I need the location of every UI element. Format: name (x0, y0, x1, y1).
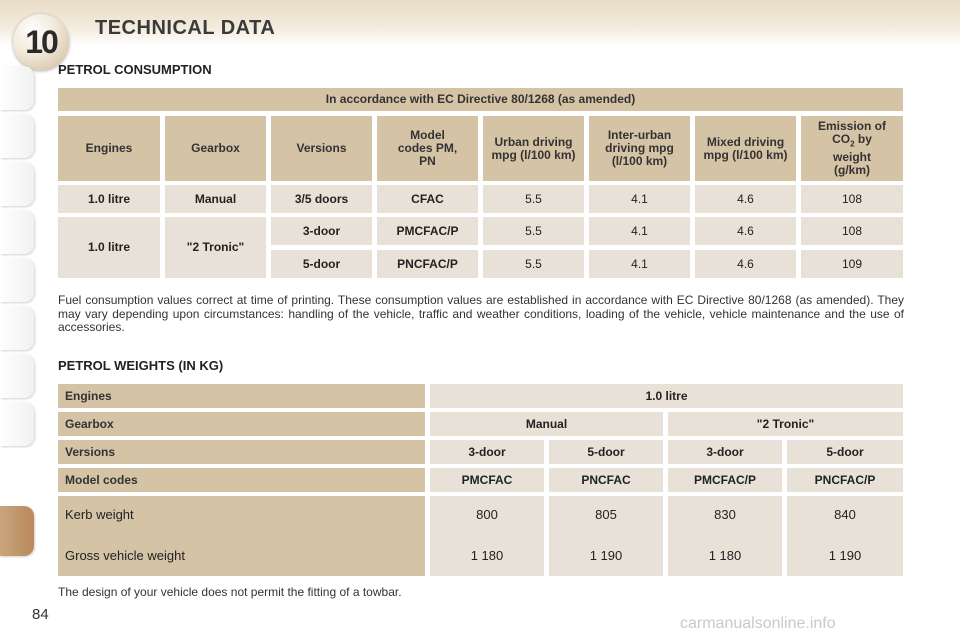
row-label-engines: Engines (58, 384, 425, 408)
chapter-tab-active[interactable] (0, 506, 34, 556)
cell-urban: 5.5 (483, 250, 584, 278)
cell-gearbox-manual: Manual (430, 412, 663, 436)
cell-urban: 5.5 (483, 185, 584, 213)
chapter-tab[interactable] (0, 306, 34, 350)
cell-gross-weight: 1 190 (828, 547, 862, 563)
cell-model-code: PNCFAC (549, 468, 663, 492)
consumption-title: PETROL CONSUMPTION (58, 62, 212, 77)
cell-co2: 108 (801, 185, 903, 213)
cell-mixed: 4.6 (695, 250, 796, 278)
cell-model-code: PNCFAC/P (377, 250, 478, 278)
col-header-inter-urban: Inter-urban driving mpg (l/100 km) (589, 116, 690, 181)
cell-gross-weight: 1 180 (708, 547, 742, 563)
cell-gearbox: Manual (165, 185, 266, 213)
cell-inter-urban: 4.1 (589, 217, 690, 245)
chapter-tabs (0, 66, 36, 576)
cell-mixed: 4.6 (695, 185, 796, 213)
row-label-kerb-weight: Kerb weight (65, 506, 134, 522)
cell-engine: 1.0 litre (58, 217, 160, 278)
cell-version: 3/5 doors (271, 185, 372, 213)
col-header-model-codes: Model codes PM, PN (377, 116, 478, 181)
cell-version: 5-door (271, 250, 372, 278)
cell-version: 5-door (549, 440, 663, 464)
directive-header: In accordance with EC Directive 80/1268 (as amended) (58, 88, 903, 111)
watermark: carmanualsonline.info (680, 615, 836, 632)
chapter-tab[interactable] (0, 258, 34, 302)
cell-model-code: CFAC (377, 185, 478, 213)
cell-co2: 109 (801, 250, 903, 278)
cell-gross-weight: 1 180 (470, 547, 504, 563)
row-label-gross-weight: Gross vehicle weight (65, 547, 185, 563)
cell-gross-weight: 1 190 (589, 547, 623, 563)
chapter-tab[interactable] (0, 210, 34, 254)
cell-inter-urban: 4.1 (589, 250, 690, 278)
chapter-badge: 10 (13, 14, 69, 70)
col-header-versions: Versions (271, 116, 372, 181)
cell-model-code: PMCFAC/P (377, 217, 478, 245)
chapter-tab[interactable] (0, 114, 34, 158)
cell-version: 3-door (271, 217, 372, 245)
chapter-tab[interactable] (0, 402, 34, 446)
cell-co2: 108 (801, 217, 903, 245)
cell-urban: 5.5 (483, 217, 584, 245)
row-label-gearbox: Gearbox (58, 412, 425, 436)
page-title: TECHNICAL DATA (95, 17, 276, 39)
cell-version: 3-door (668, 440, 782, 464)
cell-engine: 1.0 litre (58, 185, 160, 213)
col-header-mixed: Mixed driving mpg (l/100 km) (695, 116, 796, 181)
page-number: 84 (32, 606, 49, 623)
cell-mixed: 4.6 (695, 217, 796, 245)
cell-version: 3-door (430, 440, 544, 464)
weights-title: PETROL WEIGHTS (IN KG) (58, 358, 224, 373)
chapter-tab[interactable] (0, 66, 34, 110)
col-header-gearbox: Gearbox (165, 116, 266, 181)
chapter-tab[interactable] (0, 162, 34, 206)
cell-model-code: PMCFAC/P (668, 468, 782, 492)
row-label-model-codes: Model codes (58, 468, 425, 492)
cell-model-code: PMCFAC (430, 468, 544, 492)
towbar-note: The design of your vehicle does not permit the fitting of a towbar. (58, 585, 402, 599)
cell-inter-urban: 4.1 (589, 185, 690, 213)
cell-version: 5-door (787, 440, 903, 464)
consumption-note: Fuel consumption values correct at time of printing. These consumption values are established in accordance with EC Directive 80/1268 (as amended). They may vary depending upon circumstances: handling of the vehicle, traffic and weather conditions, loading of the vehicle, vehicle maintenance and the use of accessories. (58, 293, 904, 334)
col-header-emission: Emission of $CO_2$ by weight (g/km) (801, 116, 903, 181)
row-label-versions: Versions (58, 440, 425, 464)
col-header-engines: Engines (58, 116, 160, 181)
cell-kerb-weight: 840 (834, 506, 856, 522)
cell-kerb-weight: 830 (714, 506, 736, 522)
cell-kerb-weight: 800 (476, 506, 498, 522)
cell-model-code: PNCFAC/P (787, 468, 903, 492)
cell-gearbox: "2 Tronic" (165, 217, 266, 278)
col-header-urban: Urban driving mpg (l/100 km) (483, 116, 584, 181)
cell-engine: 1.0 litre (430, 384, 903, 408)
cell-gearbox-tronic: "2 Tronic" (668, 412, 903, 436)
chapter-tab[interactable] (0, 354, 34, 398)
cell-kerb-weight: 805 (595, 506, 617, 522)
